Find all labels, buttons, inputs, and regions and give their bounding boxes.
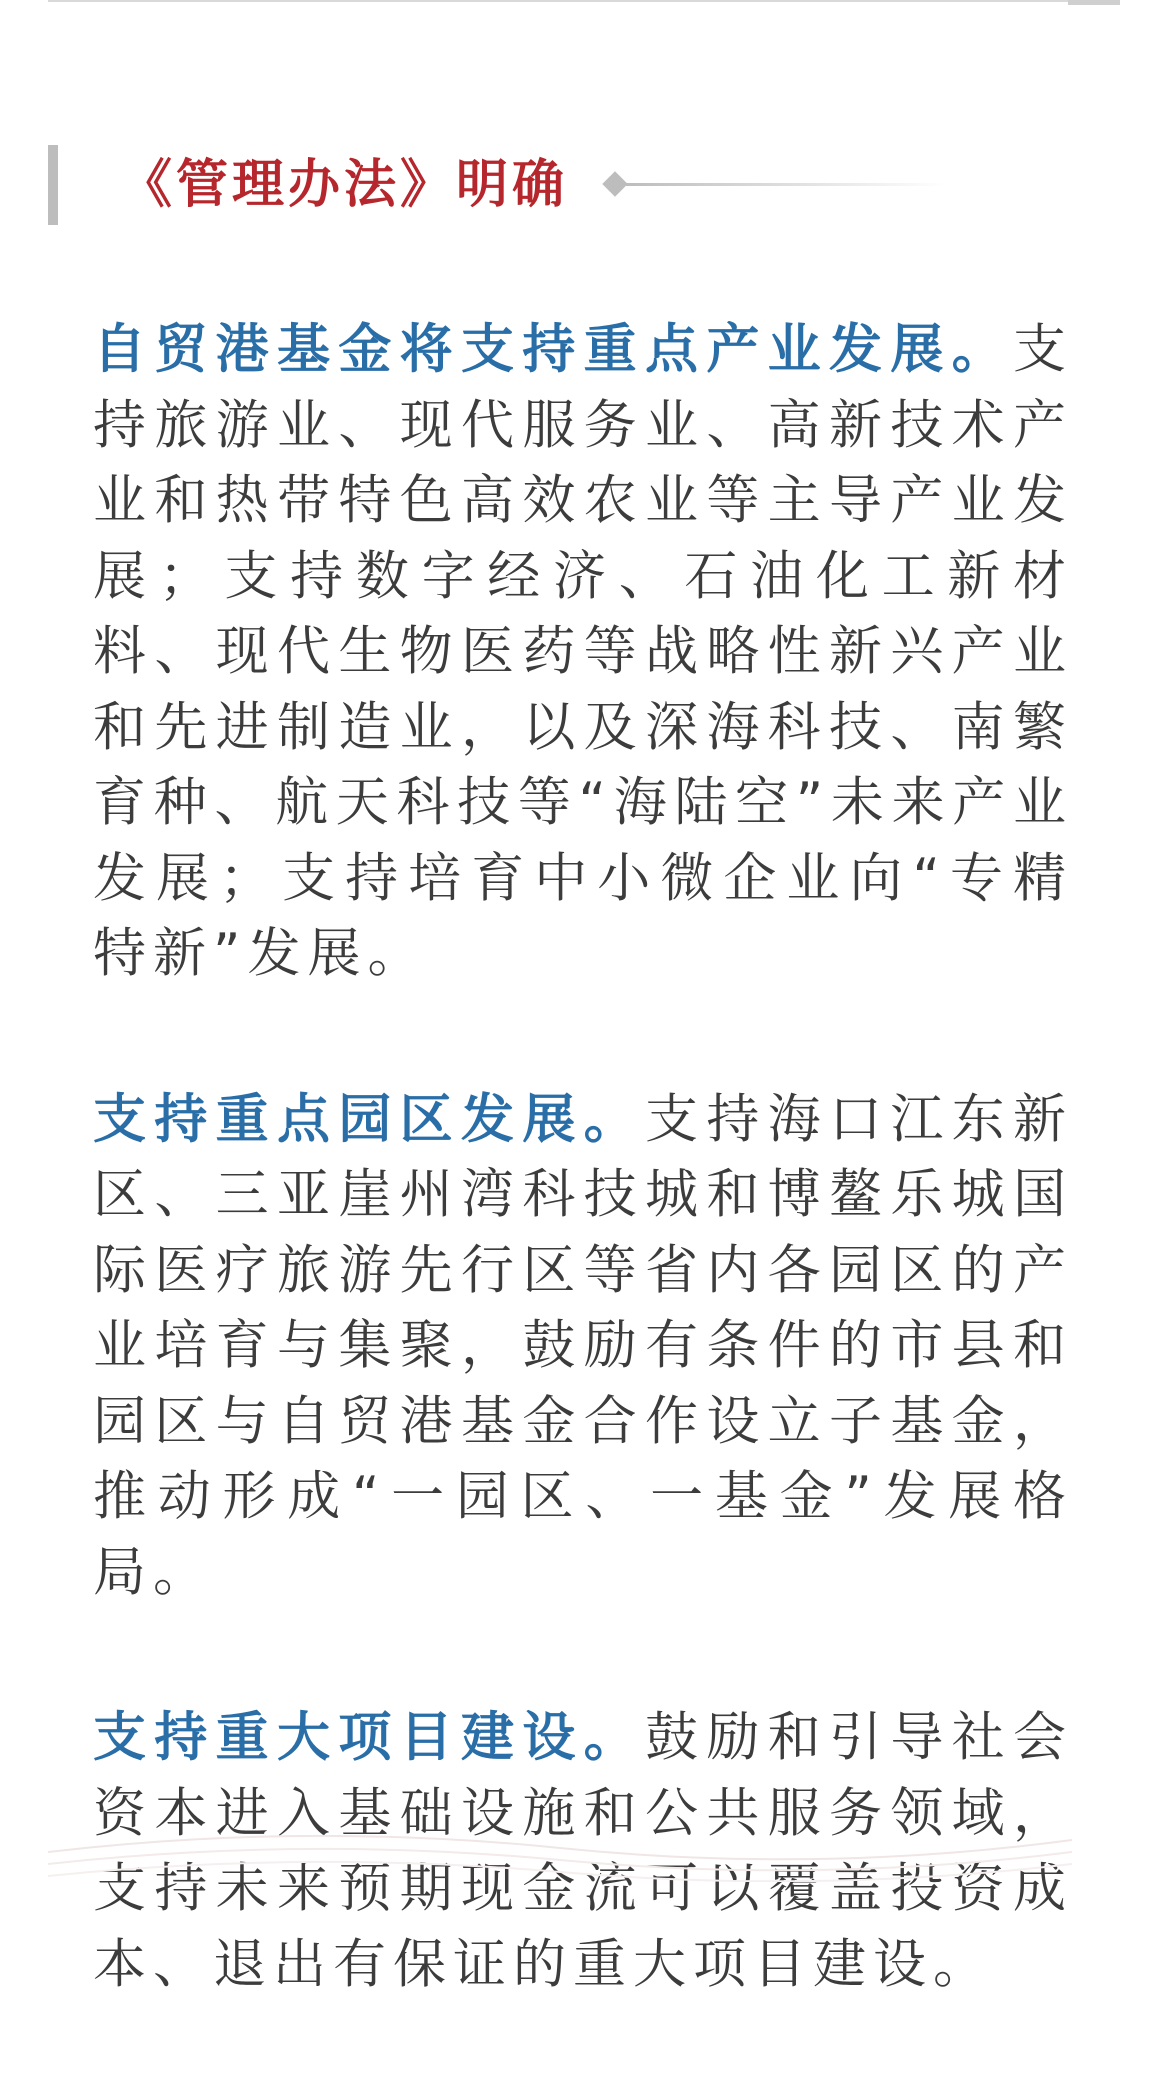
top-corner-mark [1068,0,1120,5]
diamond-icon [602,171,627,196]
bottom-wave-decoration [48,1812,1072,1882]
top-divider [48,0,1072,2]
paragraph-parks [93,1082,1073,1611]
header-decor-line [626,183,946,186]
paragraph-lead: 自贸港基金将支持重点产业发展。 [93,319,1013,380]
paragraph-body: 支持旅游业、现代服务业、高新技术产业和热带特色高效农业等主导产业发展；支持数字经济、石油化工新材料、现代生物医药等战略性新兴产业和先进制造业，以及深海科技、南繁育种、航天科技等“海陆空”未来产业发展；支持培育中小微企业向“专精特新”发展。 [93,319,1073,984]
paragraph-lead: 支持重大项目建设。 [93,1707,645,1768]
paragraph-body: 鼓励和引导社会资本进入基础设施和公共服务领域，支持未来预期现金流可以覆盖投资成本、退出有保证的重大项目建设。 [93,1707,1073,1995]
section-title: 《管理办法》明确 [120,155,569,215]
paragraph-lead: 支持重点园区发展。 [93,1088,645,1150]
paragraph-industry [93,312,1073,992]
section-header [48,145,1108,225]
header-accent-bar [48,145,58,225]
paragraph-body: 支持海口江东新区、三亚崖州湾科技城和博鳌乐城国际医疗旅游先行区等省内各园区的产业培育与集聚，鼓励有条件的市县和园区与自贸港基金合作设立子基金，推动形成“一园区、一基金”发展格局。 [93,1088,1073,1603]
